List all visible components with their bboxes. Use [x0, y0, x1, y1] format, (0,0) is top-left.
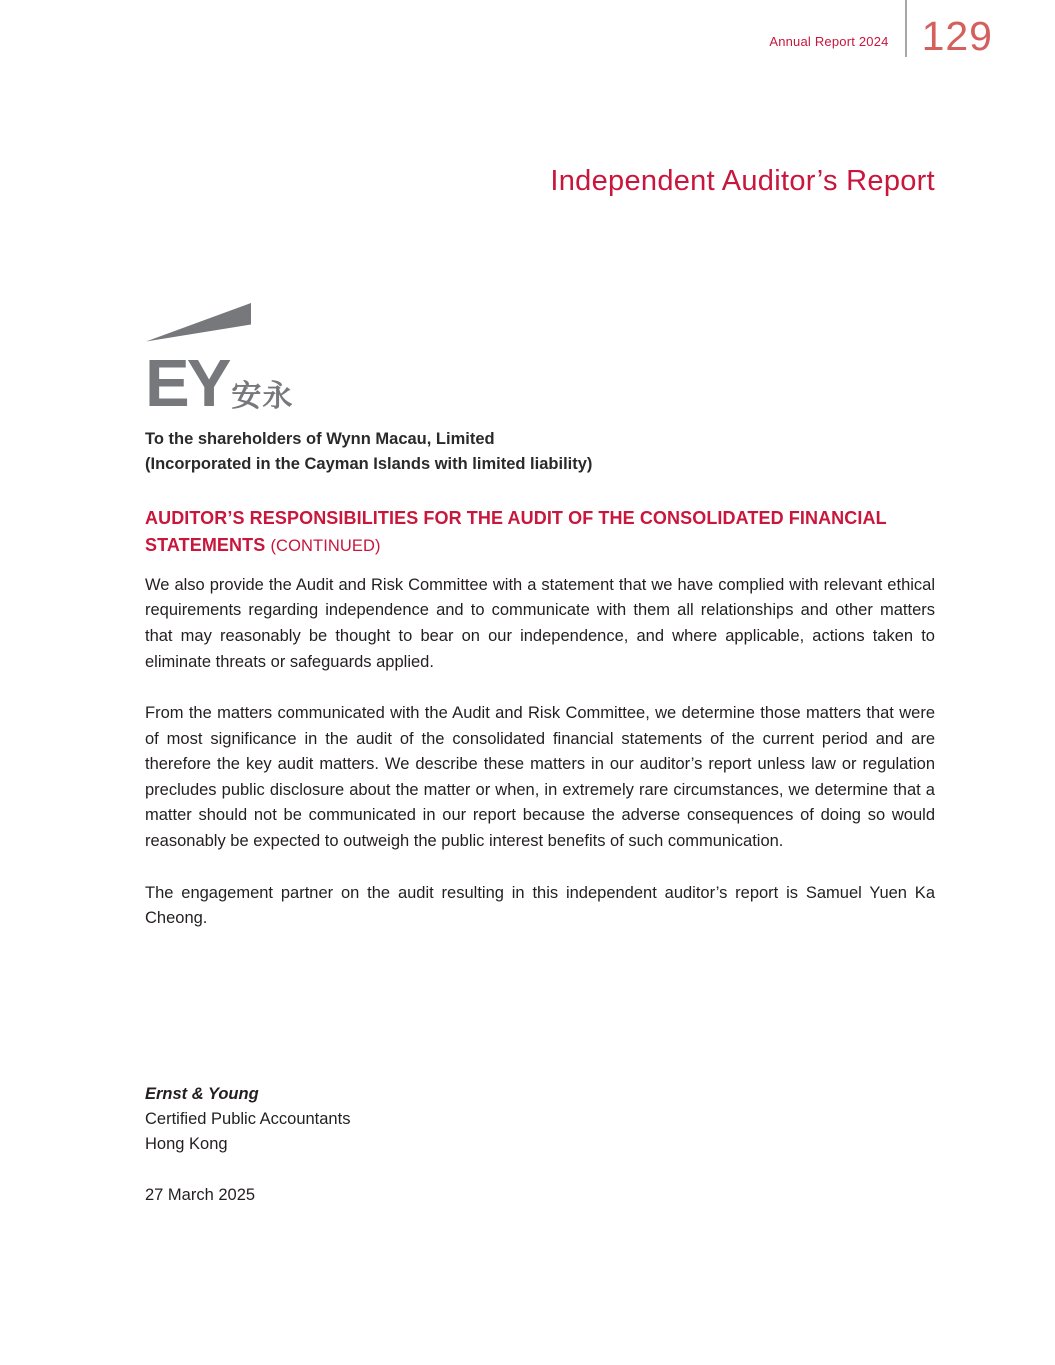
section-heading-text: AUDITOR’S RESPONSIBILITIES FOR THE AUDIT OF THE CONSOLIDATED FINANCIAL STATEMENTS: [145, 507, 887, 555]
report-label: Annual Report 2024: [769, 34, 889, 49]
section-heading-suffix: (CONTINUED): [270, 536, 381, 555]
ey-cjk-label: 安永: [231, 379, 294, 413]
signature-date: 27 March 2025: [145, 1185, 256, 1204]
signature-firm: Ernst & Young: [145, 1084, 259, 1103]
section-heading: [145, 505, 935, 560]
addressee-line2: (Incorporated in the Cayman Islands with limited liability): [145, 454, 593, 473]
page-number: 129: [921, 13, 993, 59]
addressee-line1: To the shareholders of Wynn Macau, Limited: [145, 429, 495, 448]
ey-beam-icon: [146, 303, 251, 343]
ey-wordmark-row: [145, 345, 305, 421]
signature-location: Hong Kong: [145, 1134, 228, 1153]
page-title: Independent Auditor’s Report: [550, 165, 935, 197]
body-text: [145, 573, 935, 932]
paragraph: The engagement partner on the audit resulting in this independent auditor’s report is Samuel Yuen Ka Cheong.: [145, 883, 935, 928]
signature-designation: Certified Public Accountants: [145, 1109, 351, 1128]
addressee-block: [145, 427, 935, 477]
ey-logo: [145, 303, 305, 421]
ey-wordmark: EY: [145, 345, 229, 421]
signature-block: [145, 1082, 935, 1208]
paragraph: We also provide the Audit and Risk Committee with a statement that we have complied with relevant ethical requirements regarding independence and to communicate with them all relationships and other matters that may reasonably be thought to bear on our independence, and where applicable, actions taken to eliminate threats or safeguards applied.: [145, 575, 935, 671]
page-content: [145, 0, 935, 1208]
paragraph: From the matters communicated with the Audit and Risk Committee, we determine those matters that were of most significance in the audit of the consolidated financial statements of the current period and are therefore the key audit matters. We describe these matters in our auditor’s report unless law or regulation precludes public disclosure about the matter or when, in extremely rare circumstances, we determine that a matter should not be communicated in our report because the adverse consequences of doing so would reasonably be expected to outweigh the public interest benefits of such communication.: [145, 704, 935, 851]
